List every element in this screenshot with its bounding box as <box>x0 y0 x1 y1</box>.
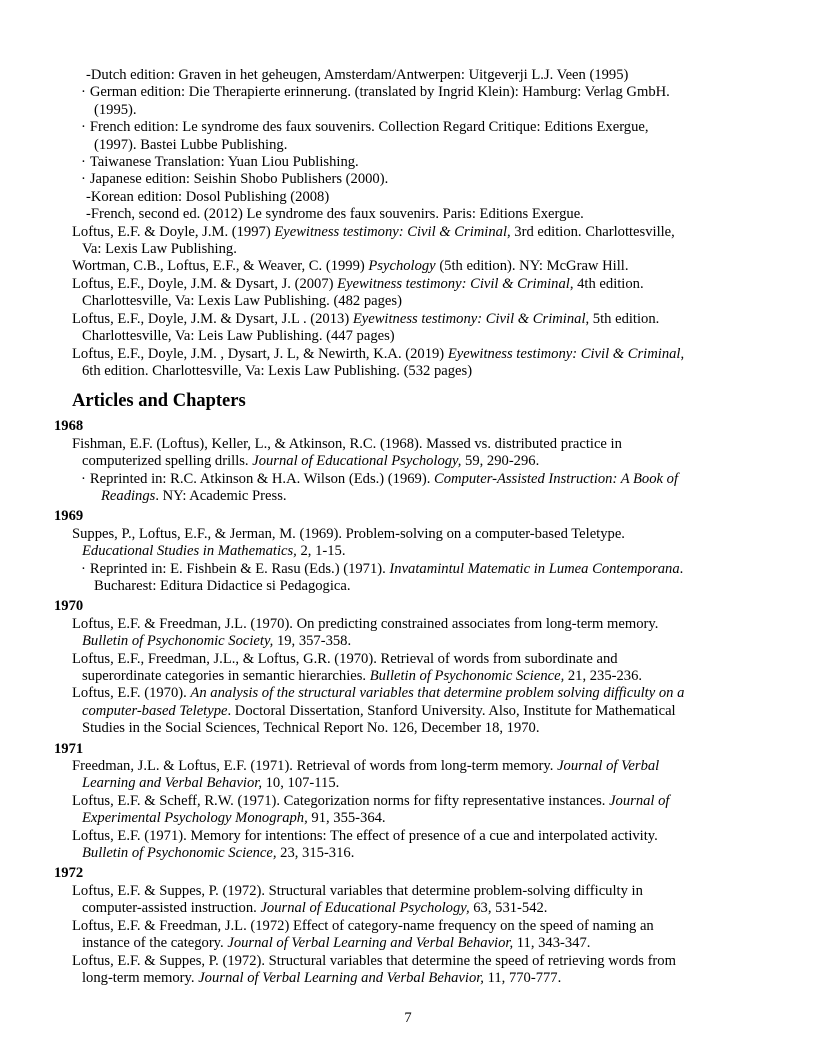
reference-line <box>54 276 766 293</box>
italic-title: Readings <box>101 487 156 504</box>
reference-line <box>54 828 766 845</box>
line-text: Reprinted in: E. Fishbein & E. Rasu (Eds.) (1971). <box>89 560 390 577</box>
line-text: 91, 355-364. <box>307 810 386 827</box>
reference-line <box>54 561 766 578</box>
line-text: 59, 290-296. <box>461 453 540 470</box>
reference-line <box>54 102 766 119</box>
reference-line <box>54 488 766 505</box>
italic-title: Learning and Verbal Behavior, <box>82 775 262 792</box>
reference-line <box>54 258 766 275</box>
line-text: Japanese edition: Seishin Shobo Publishers (2000). <box>89 171 389 188</box>
italic-title: Bulletin of Psychonomic Science, <box>369 668 565 684</box>
reference-line <box>54 206 766 223</box>
line-text: -Korean edition: Dosol Publishing (2008) <box>86 188 330 205</box>
line-text: Loftus, E.F., Doyle, J.M. & Dysart, J.L . (2013) <box>72 310 353 327</box>
reference-line <box>54 328 766 345</box>
year-heading: 1972 <box>54 865 84 882</box>
line-text: -Dutch edition: Graven in het geheugen, Amsterdam/Antwerpen: Uitgeverji L.J. Veen (1995) <box>86 67 629 83</box>
line-text: , 5th edition. <box>585 310 660 327</box>
italic-title: Journal of Verbal <box>557 758 660 775</box>
year-heading: 1970 <box>54 598 84 615</box>
italic-title: Journal of Verbal Learning and Verbal Behavior, <box>198 969 484 986</box>
line-text: Charlottesville, Va: Leis Law Publishing. (447 pages) <box>82 328 395 345</box>
reference-line <box>54 311 766 328</box>
reference-line <box>54 651 766 668</box>
reference-line <box>54 953 766 970</box>
line-text: . <box>679 560 684 577</box>
line-text: (1997). Bastei Lubbe Publishing. <box>94 136 288 153</box>
line-text: , 3rd edition. Charlottesville, <box>507 223 675 240</box>
reference-line <box>54 84 766 101</box>
line-text: Loftus, E.F. & Suppes, P. (1972). Structural variables that determine problem-solving difficulty in <box>72 882 643 899</box>
reference-line <box>54 171 766 188</box>
reference-line <box>54 793 766 810</box>
reference-line <box>54 845 766 862</box>
reference-line <box>54 119 766 136</box>
italic-title: Eyewitness testimony: Civil & Criminal <box>352 310 586 327</box>
bullet-dot: · <box>81 560 86 577</box>
reference-line <box>54 526 766 543</box>
line-text: (5th edition). NY: McGraw Hill. <box>435 258 629 275</box>
reference-line <box>54 543 766 560</box>
line-text: Loftus, E.F. (1970). <box>72 685 191 702</box>
line-text: long-term memory. <box>82 969 199 986</box>
line-text: Loftus, E.F. & Doyle, J.M. (1997) <box>72 223 275 240</box>
reference-line <box>54 346 766 363</box>
line-text: Charlottesville, Va: Lexis Law Publishing. (482 pages) <box>82 293 402 310</box>
line-text: 21, 235-236. <box>564 668 643 684</box>
bullet-dot: · <box>81 154 86 171</box>
bullet-dot: · <box>81 171 86 188</box>
line-text: computerized spelling drills. <box>82 453 253 470</box>
reference-line <box>54 241 766 258</box>
section-heading: Articles and Chapters <box>72 391 246 412</box>
line-text: French edition: Le syndrome des faux souvenirs. Collection Regard Critique: Editions Exergue, <box>89 119 649 136</box>
italic-title: Psychology <box>368 258 436 275</box>
page-number: 7 <box>404 1010 412 1026</box>
reference-line <box>54 720 766 737</box>
line-text: Bucharest: Editura Didactice si Pedagogica. <box>94 577 351 594</box>
line-text: Studies in the Social Sciences, Technical Report No. 126, December 18, 1970. <box>82 720 540 737</box>
reference-line <box>54 616 766 633</box>
line-text: Wortman, C.B., Loftus, E.F., & Weaver, C. (1999) <box>72 258 369 275</box>
italic-title: Eyewitness testimony: Civil & Criminal <box>447 345 681 362</box>
reference-line <box>54 758 766 775</box>
year-heading: 1971 <box>54 740 84 757</box>
reference-line <box>54 883 766 900</box>
line-text: Loftus, E.F., Doyle, J.M. & Dysart, J. (2007) <box>72 275 338 292</box>
line-text: 10, 107-115. <box>261 775 340 792</box>
line-text: 19, 357-358. <box>273 633 352 650</box>
reference-line <box>54 154 766 171</box>
italic-title: Journal of Verbal Learning and Verbal Behavior, <box>227 935 514 952</box>
year-heading: 1969 <box>54 508 84 525</box>
line-text: Freedman, J.L. & Loftus, E.F. (1971). Retrieval of words from long-term memory. <box>72 758 558 775</box>
italic-title: Experimental Psychology Monograph, <box>82 810 308 827</box>
line-text: instance of the category. <box>82 935 228 952</box>
reference-line <box>54 471 766 488</box>
line-text: superordinate categories in semantic hierarchies. <box>82 668 370 684</box>
articles-by-year <box>54 418 766 987</box>
edition-list <box>54 67 766 224</box>
line-text: 11, 770-777. <box>483 969 562 986</box>
reference-line <box>54 578 766 595</box>
line-text: Loftus, E.F. & Freedman, J.L. (1970). On predicting constrained associates from long-term memory. <box>72 615 659 632</box>
line-text: Suppes, P., Loftus, E.F., & Jerman, M. (1969). Problem-solving on a computer-based Teletype. <box>72 525 625 542</box>
page-content <box>54 67 766 987</box>
reference-line <box>54 453 766 470</box>
line-text: 11, 343-347. <box>513 935 591 952</box>
reference-line <box>54 703 766 720</box>
bullet-dot: · <box>81 470 86 487</box>
line-text: Loftus, E.F. & Scheff, R.W. (1971). Categorization norms for fifty representative instances. <box>72 792 610 809</box>
reference-line <box>54 293 766 310</box>
reference-line <box>54 970 766 987</box>
line-text: computer-assisted instruction. <box>82 900 261 917</box>
reference-line <box>54 189 766 206</box>
line-text: Va: Lexis Law Publishing. <box>82 241 237 258</box>
reference-line <box>54 224 766 241</box>
line-text: 23, 315-316. <box>276 845 355 862</box>
italic-title: Invatamintul Matematic in Lumea Contemporana <box>389 560 680 577</box>
reference-line <box>54 436 766 453</box>
line-text: Fishman, E.F. (Loftus), Keller, L., & Atkinson, R.C. (1968). Massed vs. distributed practice in <box>72 435 622 452</box>
line-text: German edition: Die Therapierte erinnerung. (translated by Ingrid Klein): Hamburg: Verlag GmbH. <box>89 84 670 101</box>
reference-line <box>54 935 766 952</box>
line-text: . Doctoral Dissertation, Stanford University. Also, Institute for Mathematical <box>227 702 676 719</box>
reference-line <box>54 810 766 827</box>
italic-title: Journal of Educational Psychology, <box>252 453 462 470</box>
line-text: 63, 531-542. <box>469 900 548 917</box>
italic-title: Computer-Assisted Instruction: A Book of <box>434 470 679 487</box>
italic-title: Journal of Educational Psychology, <box>260 900 470 917</box>
reference-line <box>54 685 766 702</box>
line-text: Loftus, E.F. & Freedman, J.L. (1972) Effect of category-name frequency on the speed of naming an <box>72 917 654 934</box>
line-text: Reprinted in: R.C. Atkinson & H.A. Wilson (Eds.) (1969). <box>89 470 434 487</box>
line-text: Taiwanese Translation: Yuan Liou Publishing. <box>89 154 359 171</box>
line-text: 6th edition. Charlottesville, Va: Lexis Law Publishing. (532 pages) <box>82 362 473 379</box>
bullet-dot: · <box>81 84 86 101</box>
line-text: Loftus, E.F. (1971). Memory for intentions: The effect of presence of a cue and interpolated activity. <box>72 827 658 844</box>
italic-title: An analysis of the structural variables that determine problem solving difficulty on a <box>190 685 685 702</box>
reference-line <box>54 633 766 650</box>
line-text: -French, second ed. (2012) Le syndrome des faux souvenirs. Paris: Editions Exergue. <box>86 206 584 223</box>
italic-title: Educational Studies in Mathematics, <box>82 543 297 560</box>
italic-title: Bulletin of Psychonomic Society, <box>82 633 274 650</box>
line-text: Loftus, E.F., Freedman, J.L., & Loftus, G.R. (1970). Retrieval of words from subordinate and <box>72 650 618 667</box>
italic-title: Bulletin of Psychonomic Science, <box>82 845 277 862</box>
line-text: . NY: Academic Press. <box>155 487 287 504</box>
bullet-dot: · <box>81 119 86 136</box>
reference-line <box>54 137 766 154</box>
year-heading: 1968 <box>54 418 84 435</box>
reference-line <box>54 918 766 935</box>
reference-line <box>54 668 766 685</box>
book-list <box>54 224 766 381</box>
italic-title: Eyewitness testimony: Civil & Criminal <box>337 275 570 292</box>
line-text: Loftus, E.F. & Suppes, P. (1972). Structural variables that determine the speed of retrieving words from <box>72 952 676 969</box>
italic-title: Eyewitness testimony: Civil & Criminal <box>274 223 507 240</box>
line-text: (1995). <box>94 101 137 118</box>
line-text: Loftus, E.F., Doyle, J.M. , Dysart, J. L, & Newirth, K.A. (2019) <box>72 345 448 362</box>
italic-title: Journal of <box>609 792 670 809</box>
reference-line <box>54 775 766 792</box>
line-text: , 4th edition. <box>569 275 644 292</box>
reference-line <box>54 363 766 380</box>
italic-title: computer-based Teletype <box>82 702 228 719</box>
reference-line <box>54 67 766 84</box>
line-text: , <box>680 345 685 362</box>
reference-line <box>54 900 766 917</box>
line-text: 2, 1-15. <box>296 543 346 560</box>
